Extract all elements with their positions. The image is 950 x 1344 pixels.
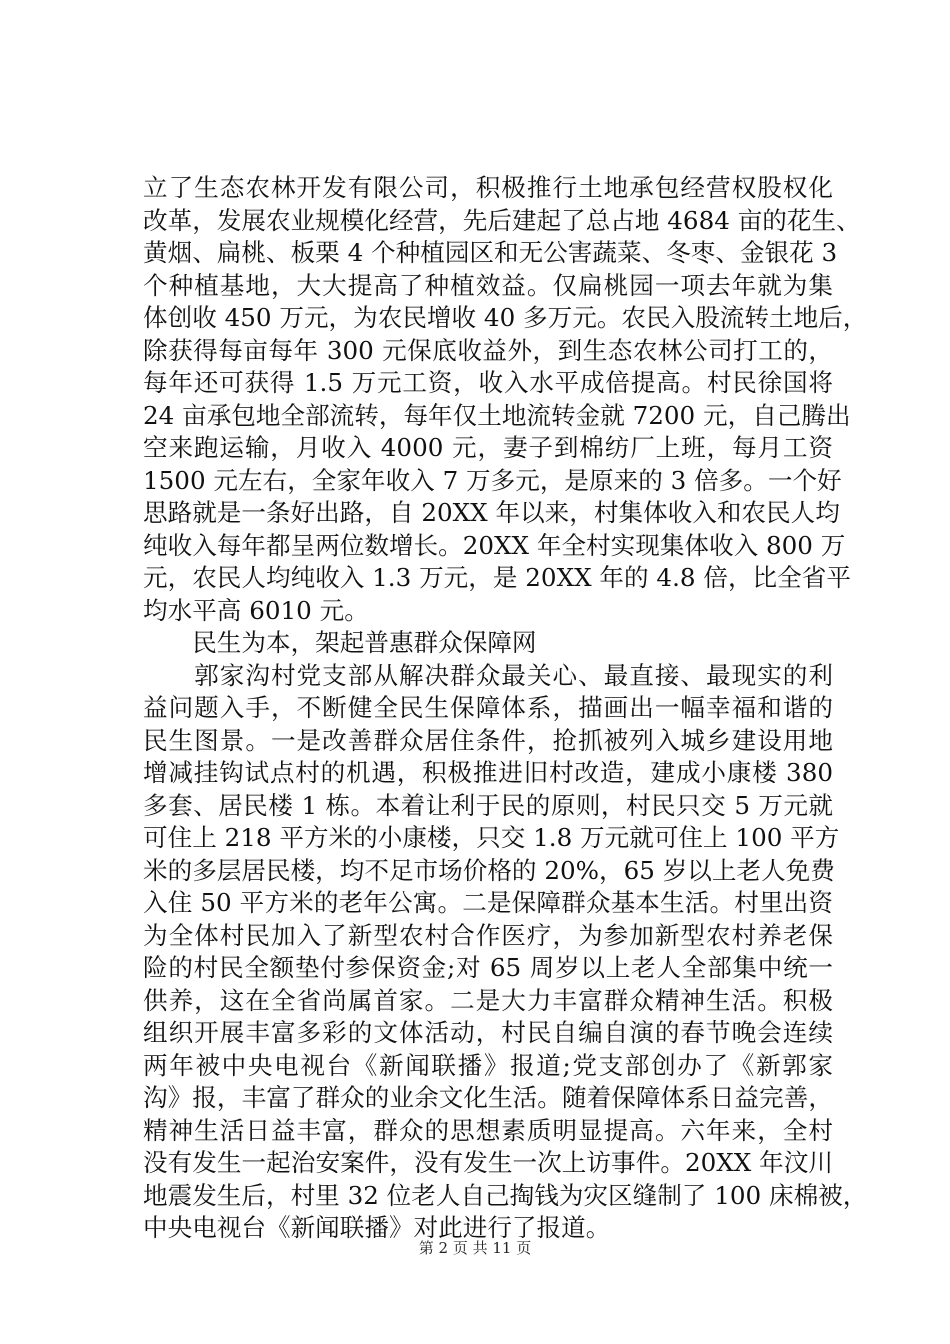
text-line: 险的村民全额垫付参保资金;对 65 周岁以上老人全部集中统一 (143, 953, 833, 982)
text-line: 米的多层居民楼，均不足市场价格的 20%，65 岁以上老人免费 (143, 855, 835, 885)
text-line: 24 亩承包地全部流转，每年仅土地流转金就 7200 元，自己腾出 (143, 400, 851, 430)
text-line: 黄烟、扁桃、板栗 4 个种植园区和无公害蔬菜、冬枣、金银花 3 (143, 238, 838, 267)
text-line: 个种植基地，大大提高了种植效益。仅扁桃园一项去年就为集 (143, 270, 833, 300)
document-body (143, 172, 868, 1245)
text-line: 1500 元左右，全家年收入 7 万多元，是原来的 3 倍多。一个好 (143, 465, 842, 495)
section-heading: 民生为本，架起普惠群众保障网 (143, 628, 537, 657)
text-line: 郭家沟村党支部从解决群众最关心、最直接、最现实的利 (143, 660, 833, 690)
text-line: 多套、居民楼 1 栋。本着让利于民的原则，村民只交 5 万元就 (143, 790, 833, 820)
text-line: 空来跑运输，月收入 4000 元，妻子到棉纺厂上班，每月工资 (143, 433, 833, 462)
text-line: 供养，这在全省尚属首家。二是大力丰富群众精神生活。积极 (143, 985, 833, 1015)
text-line: 益问题入手，不断健全民生保障体系，描画出一幅幸福和谐的 (143, 693, 833, 722)
text-line: 每年还可获得 1.5 万元工资，收入水平成倍提高。村民徐国将 (143, 368, 833, 397)
text-line: 可住上 218 平方米的小康楼，只交 1.8 万元就可住上 100 平方 (143, 823, 840, 852)
text-line: 思路就是一条好出路，自 20XX 年以来，村集体收入和农民人均 (143, 498, 840, 527)
text-line: 为全体村民加入了新型农村合作医疗，为参加新型农村养老保 (143, 920, 833, 950)
text-line: 民生图景。一是改善群众居住条件，抢抓被列入城乡建设用地 (143, 725, 833, 755)
text-line: 没有发生一起治安案件，没有发生一次上访事件。20XX 年汶川 (143, 1148, 833, 1177)
text-line: 入住 50 平方米的老年公寓。二是保障群众基本生活。村里出资 (143, 888, 833, 917)
text-line: 组织开展丰富多彩的文体活动，村民自编自演的春节晚会连续 (143, 1018, 833, 1047)
text-line: 除获得每亩每年 300 元保底收益外，到生态农林公司打工的， (143, 335, 833, 365)
text-line: 立了生态农林开发有限公司，积极推行土地承包经营权股权化 (143, 173, 833, 202)
text-line: 改革，发展农业规模化经营，先后建起了总占地 4684 亩的花生、 (143, 205, 861, 235)
text-line: 增减挂钩试点村的机遇，积极推进旧村改造，建成小康楼 380 (143, 758, 833, 787)
text-line: 沟》报，丰富了群众的业余文化生活。随着保障体系日益完善， (143, 1083, 833, 1112)
page-footer: 第 2 页 共 11 页 (418, 1239, 532, 1257)
text-line: 两年被中央电视台《新闻联播》报道;党支部创办了《新郭家 (143, 1050, 833, 1080)
text-line: 地震发生后，村里 32 位老人自己掏钱为灾区缝制了 100 床棉被， (143, 1180, 868, 1210)
text-line: 纯收入每年都呈两位数增长。20XX 年全村实现集体收入 800 万 (143, 530, 846, 560)
text-line: 精神生活日益丰富，群众的思想素质明显提高。六年来，全村 (143, 1115, 833, 1145)
text-line: 中央电视台《新闻联播》对此进行了报道。 (143, 1213, 611, 1242)
text-line: 元，农民人均纯收入 1.3 万元，是 20XX 年的 4.8 倍，比全省平 (143, 563, 851, 592)
text-line: 体创收 450 万元，为农民增收 40 多万元。农民入股流转土地后， (143, 303, 868, 332)
text-line: 均水平高 6010 元。 (143, 595, 369, 625)
